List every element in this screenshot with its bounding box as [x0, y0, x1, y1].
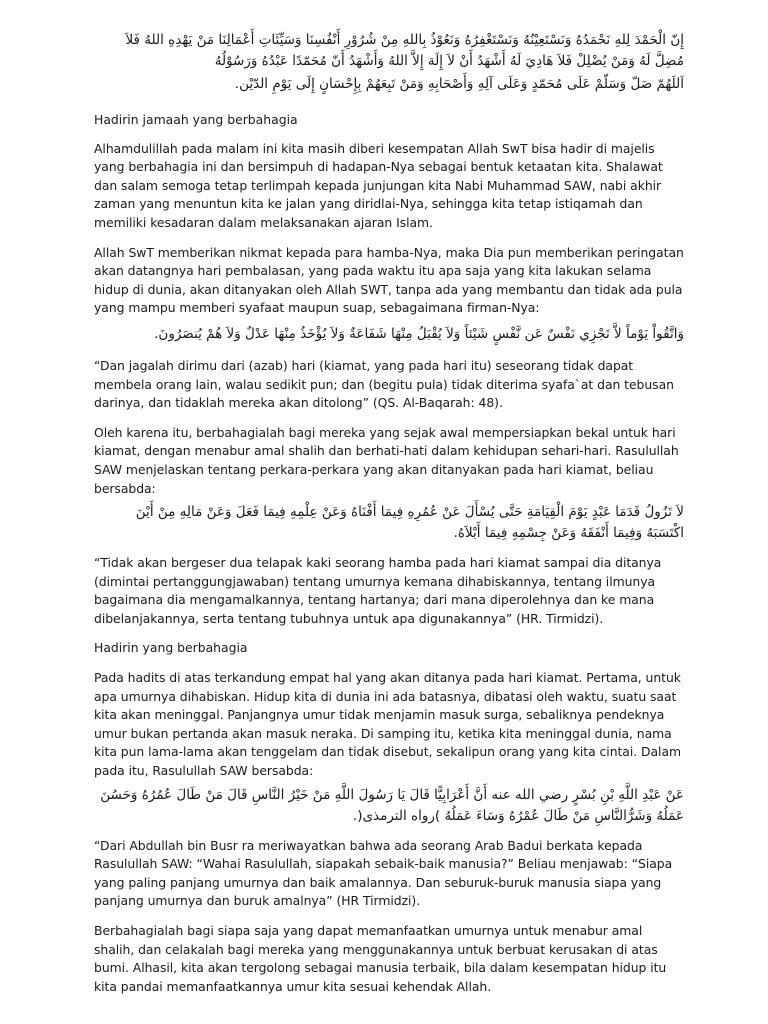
hadith-busr-arabic: عَنْ عَبْدِ اللَّهِ بْنِ بُسْرٍ رضي الله عنه أَنَّ أَعْرَابِيًّا قَالَ يَا رَسُولَ اللَّهِ مَنْ خَيْرُ النَّاسِ قَالَ مَنْ طَالَ عُمُرُهُ وَحَسُنَ عَمَلُهُ وَشَرُّالنَّاسِ مَنْ طَالَ عُمْرُهُ وَسَاءَ عَمَلُهُ )رواه الترمذى(.: [100, 786, 684, 824]
quran-verse-arabic: وَاتَّقُواْ يَوْماً لاَّ تَجْزِي نَفْسٌ عَن نَّفْسٍ شَيْئاً وَلاَ يُقْبَلُ مِنْهَا شَفَاعَةٌ وَلاَ يُؤْخَذُ مِنْهَا عَدْلٌ وَلاَ هُمْ يُنصَرُونَ.: [154, 325, 684, 342]
paragraph-closing: Berbahagialah bagi siapa saja yang dapat memanfaatkan umurnya untuk menabur amal shalih, dan celakalah bagi mereka yang menggunakannya untuk berbuat kerusakan di atas bumi. Alhasil, kita akan tergolong sebagai manusia terbaik, bila dalam kesempatan hidup itu kita pandai memanfaatkannya umur kita sesuai kehendak Allah.: [94, 923, 667, 994]
hadith-tirmidzi-translation: “Tidak akan bergeser dua telapak kaki seorang hamba pada hari kiamat sampai dia ditanya (dimintai pertanggungjawaban) tentang umurnya kemana dihabiskannya, tentang ilmunya bagaimana dia mengamalkannya, tentang hartanya; dari mana diperolehnya dan ke mana dibelanjakannya, serta tentang tubuhnya untuk apa digunakannya” (HR. Tirmidzi).: [94, 555, 662, 626]
opening-arabic-praise: إِنّ الْحَمْدَ لِلهِ نَحْمَدُهُ وَنَسْتَعِيْنُهُ وَنَسْتَغْفِرُهُ وَنَعُوْذُ بِاللهِ مِنْ شُرُوْرِ أَنْفُسِنَا وَسَيِّئَاتِ أَعْمَالِنَا مَنْ يَهْدِهِ اللهُ فَلاَ مُضِلَّ لَهُ وَمَنْ يُضْلِلْ فَلاَ هَادِيَ لَهُ أَشْهَدُ أَنْ لاَ إِلَهَ إِلاَّ اللهُ وَأَشْهَدُ أَنّ مُحَمّدًا عَبْدُهُ وَرَسُوْلُهُ: [125, 32, 684, 69]
heading-hadirin-jamaah: Hadirin jamaah yang berbahagia: [94, 112, 298, 127]
paragraph-nikmat: Allah SwT memberikan nikmat kepada para hamba-Nya, maka Dia pun memberikan peringatan akan datangnya hari pembalasan, yang pada waktu itu apa saja yang kita lakukan selama hidup di dunia, akan ditanyakan oleh Allah SWT, tanpa ada yang membantu dan tidak ada pula yang mampu memberi syafaat maupun suap, sebagaimana firman-Nya:: [94, 244, 684, 316]
hadith-busr-translation: “Dari Abdullah bin Busr ra meriwayatkan bahwa ada seorang Arab Badui berkata kepada Rasulullah SAW: “Wahai Rasulullah, siapakah sebaik-baik manusia?” Beliau menjawab: “Siapa yang paling panjang umurnya dan baik amalannya. Dan seburuk-buruk manusia siapa yang panjang umurnya dan buruk amalnya” (HR Tirmidzi).: [94, 837, 673, 909]
paragraph-empat-hal: Pada hadits di atas terkandung empat hal yang akan ditanya pada hari kiamat. Pertama, untuk apa umurnya dihabiskan. Hidup kita di dunia ini ada batasnya, dibatasi oleh waktu, suatu saat kita akan meninggal. Panjangnya umur tidak menjamin masuk surga, sebaliknya pendeknya umur bukan pertanda akan masuk neraka. Di samping itu, ketika kita meninggal dunia, nama kita pun lama-lama akan tenggelam dan tidak disebut, sekalipun orang yang kita cintai. Dalam pada itu, Rasulullah SAW bersabda:: [94, 670, 682, 779]
quran-verse-translation: “Dan jagalah dirimu dari (azab) hari (kiamat, yang pada hari itu) seseorang tidak dapat membela orang lain, walau sedikit pun; dan (begitu pula) tidak diterima syafa`at dan tebusan darinya, dan tidaklah mereka akan ditolong” (QS. Al-Baqarah: 48).: [94, 357, 674, 411]
paragraph-opening: Alhamdulillah pada malam ini kita masih diberi kesempatan Allah SwT bisa hadir di majelis yang berbahagia ini dan bersimpuh di hadapan-Nya sebagai bentuk ketaatan kita. Shalawat dan salam semoga tetap terlimpah kepada junjungan kita Nabi Muhammad SAW, nabi akhir zaman yang menuntun kita ke jalan yang diridlai-Nya, sehingga kita tetap istiqamah dan memiliki kesadaran dalam melaksanakan ajaran Islam.: [94, 140, 663, 230]
paragraph-bekal: Oleh karena itu, berbahagialah bagi mereka yang sejak awal mempersiapkan bekal untuk hari kiamat, dengan menabur amal shalih dan berhati-hati dalam kehidupan sehari-hari. Rasulullah SAW menjelaskan tentang perkara-perkara yang akan ditanyakan pada hari kiamat, beliau bersabda:: [94, 424, 679, 496]
hadith-tirmidzi-arabic: لاَ تَزُولُ قَدَمَا عَبْدٍ يَوْمَ الْقِيَامَةِ حَتَّى يُسْأَلَ عَنْ عُمُرِهِ فِيمَا أَفْنَاهُ وَعَنْ عِلْمِهِ فِيمَا فَعَلَ وَعَنْ مَالِهِ مِنْ أَيْنَ اكْتَسَبَهُ وَفِيمَا أَنْفَقَهُ وَعَنْ جِسْمِهِ فِيمَا أَبْلاَهُ.: [135, 504, 684, 542]
opening-arabic-salawat: اَللَهُمّ صَلّ وَسَلّمْ عَلَى مُحَمّدٍ وَعَلَى آلِهِ وَأَصْحَابِهِ وَمَنْ تَبِعَهُمْ بِإِحْسَانٍ إِلَى يَوْمِ الدّيْن.: [234, 76, 684, 92]
heading-hadirin-berbahagia: Hadirin yang berbahagia: [94, 640, 248, 656]
